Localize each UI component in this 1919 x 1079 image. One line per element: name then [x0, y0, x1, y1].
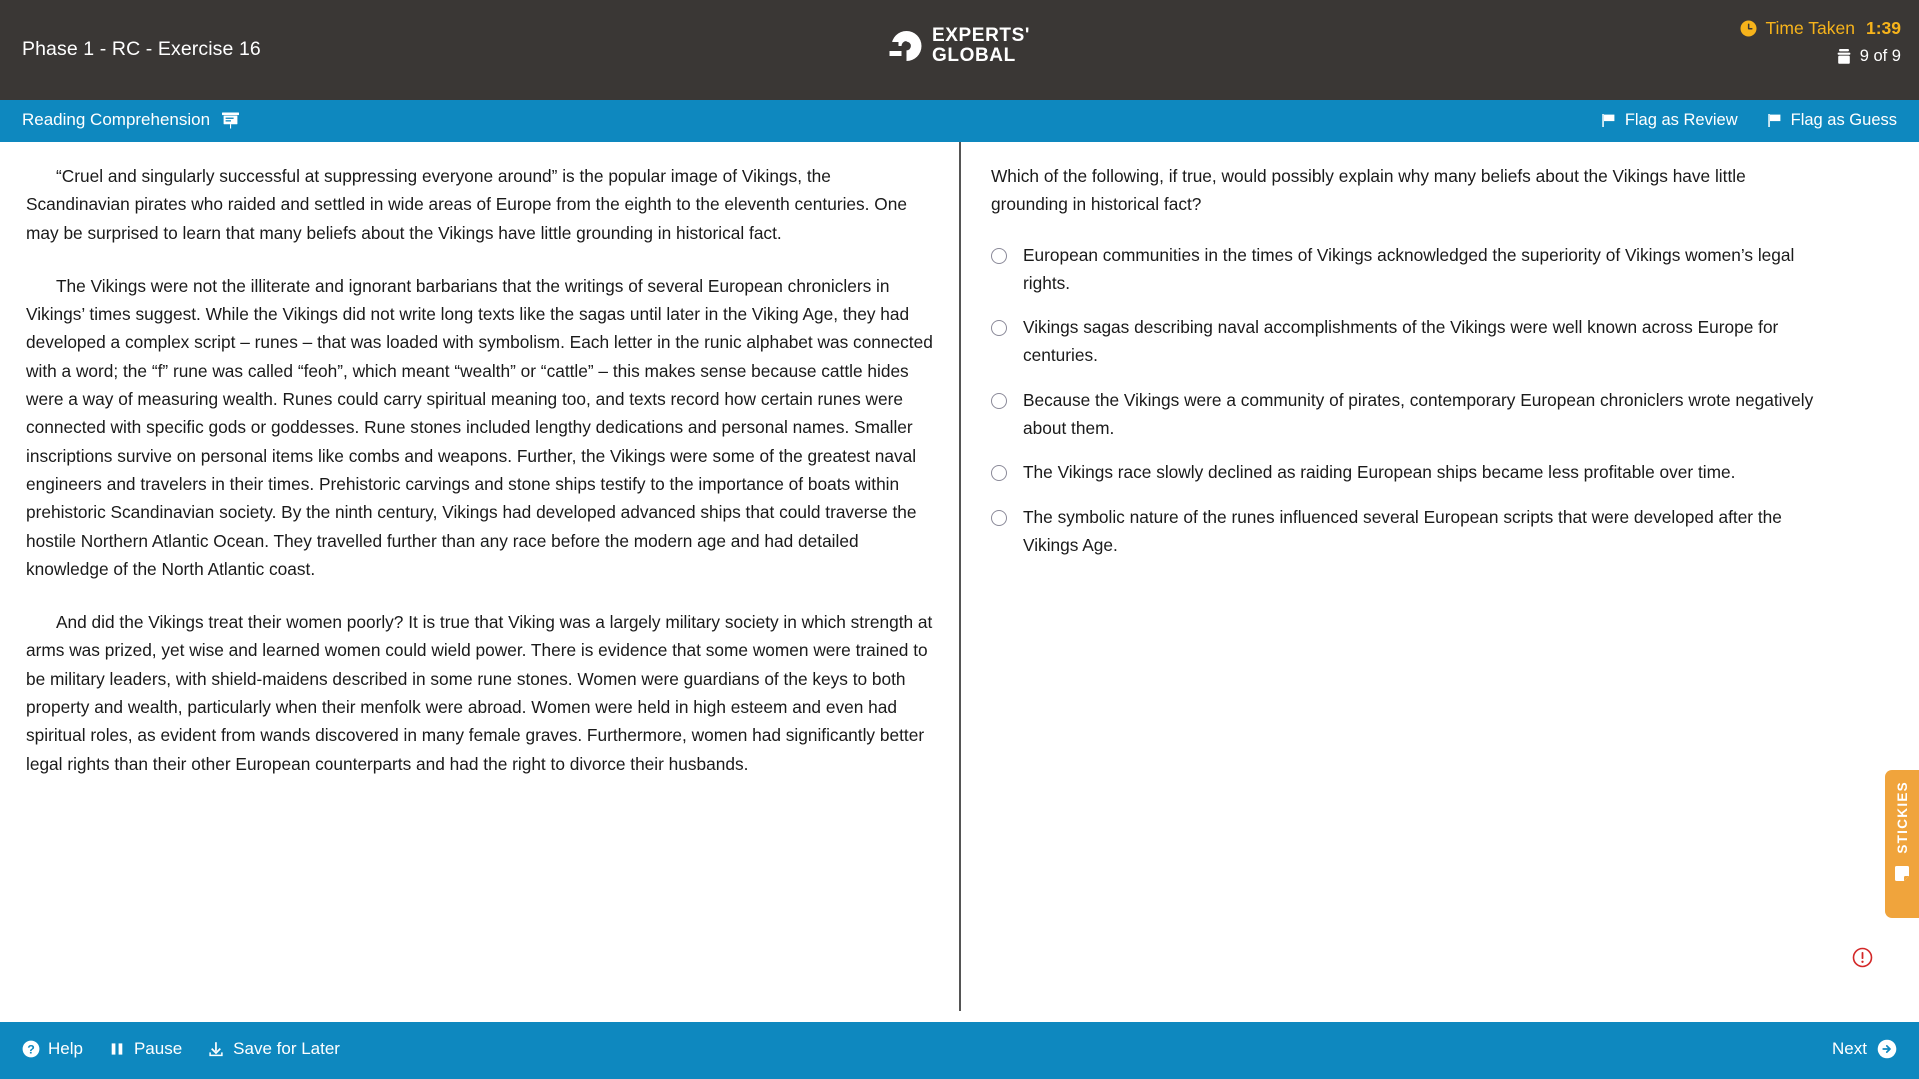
- question-counter: [1740, 47, 1901, 66]
- svg-text:?: ?: [27, 1042, 35, 1057]
- main-content: [0, 142, 1919, 1022]
- brand-wordmark: [932, 26, 1030, 66]
- paper-stack-icon: [1836, 48, 1852, 65]
- answer-option[interactable]: [991, 458, 1859, 486]
- question-prompt: Which of the following, if true, would possibly explain why many beliefs about the Vikings have little grounding in historical fact?: [991, 166, 1746, 215]
- answer-option-label: Because the Vikings were a community of pirates, contemporary European chroniclers wrote negatively about them.: [1023, 389, 1814, 439]
- timer-and-count: [1740, 18, 1901, 66]
- flag-icon: [1601, 113, 1616, 128]
- question-panel: [961, 142, 1919, 1022]
- clock-icon: [1740, 20, 1757, 37]
- flag-as-review-label: Flag as Review: [1624, 111, 1738, 129]
- passage-panel: [0, 142, 959, 1022]
- answer-option-label: The Vikings race slowly declined as raiding European ships became less profitable over time.: [1023, 462, 1736, 483]
- pause-label: Pause: [133, 1039, 183, 1058]
- radio-button[interactable]: [991, 510, 1007, 526]
- section-type-label: [22, 110, 240, 130]
- pause-icon: [108, 1040, 126, 1058]
- answer-option-label: Vikings sagas describing naval accomplishments of the Vikings were well known across Europe for centuries.: [1023, 317, 1779, 366]
- radio-button[interactable]: [991, 465, 1007, 481]
- passage-paragraph: The Vikings were not the illiterate and ignorant barbarians that the writings of several European chroniclers in Vikings’ times suggest. While the Vikings did not write long texts like the sagas until later in the Viking Age, they had developed a complex script – runes – that was loaded with symbolism. Each letter in the runic alphabet was connected with a word; the “f” rune was called “feoh”, which meant “wealth” or “cattle” – this makes sense because cattle hides were a way of measuring wealth. Runes could carry spiritual meaning too, and texts record how certain runes were connected with specific gods or goddesses. Rune stones included lengthy dedications and personal names. Smaller inscriptions survive on personal items like combs and weapons. Further, the Vikings were some of the greatest naval engineers and travelers in their times. Prehistoric carvings and stone ships testify to the importance of boats within prehistoric Scandinavian society. By the ninth century, Vikings had developed advanced ships that could traverse the hostile Northern Atlantic Ocean. They travelled further than any race before the modern age and had detailed knowledge of the North Atlantic coast.: [26, 275, 933, 579]
- top-header-bar: [0, 0, 1919, 100]
- pause-button[interactable]: [108, 1039, 182, 1059]
- presentation-board-icon: [221, 111, 240, 130]
- answer-option[interactable]: [991, 241, 1859, 298]
- save-for-later-label: Save for Later: [233, 1039, 340, 1058]
- help-question-icon: [22, 1040, 40, 1058]
- download-save-icon: [207, 1040, 225, 1058]
- help-label: Help: [48, 1039, 83, 1058]
- answer-option[interactable]: [991, 313, 1859, 370]
- flag-icon: [1767, 113, 1782, 128]
- stickies-tab[interactable]: [1885, 770, 1919, 918]
- section-bar: [0, 100, 1919, 142]
- section-name: Reading Comprehension: [22, 110, 211, 129]
- brand-line-1: EXPERTS': [931, 25, 1031, 46]
- answer-option-label: The symbolic nature of the runes influenced several European scripts that were developed after the Vikings Age.: [1023, 506, 1782, 555]
- time-taken: [1740, 18, 1901, 39]
- report-issue-icon[interactable]: [1852, 947, 1873, 968]
- brand-line-2: GLOBAL: [931, 44, 1016, 66]
- flag-as-review-button[interactable]: [1601, 111, 1738, 130]
- save-for-later-button[interactable]: [207, 1039, 340, 1059]
- question-counter-value: 9 of 9: [1859, 47, 1901, 65]
- radio-button[interactable]: [991, 393, 1007, 409]
- flag-as-guess-button[interactable]: [1767, 111, 1897, 130]
- answer-option[interactable]: [991, 386, 1859, 443]
- radio-button[interactable]: [991, 320, 1007, 336]
- flag-as-guess-label: Flag as Guess: [1790, 111, 1897, 129]
- flag-actions: [1601, 111, 1897, 130]
- exercise-title: Phase 1 - RC - Exercise 16: [22, 38, 261, 60]
- stickies-label: STICKIES: [1894, 781, 1910, 854]
- radio-button[interactable]: [991, 248, 1007, 264]
- arrow-right-circle-icon: [1877, 1039, 1897, 1059]
- brand-logo: [889, 26, 1030, 66]
- passage-paragraph: “Cruel and singularly successful at suppressing everyone around” is the popular image of Vikings, the Scandinavian pirates who raided and settled in wide areas of Europe from the eighth to the eleventh centuries. One may be surprised to learn that many beliefs about the Vikings have little grounding in historical fact.: [26, 166, 907, 243]
- passage-paragraph: And did the Vikings treat their women poorly? It is true that Viking was a largely military society in which strength at arms was prized, yet wise and learned women could wield power. There is evidence that some women were trained to be military leaders, with shield-maidens described in some rune stones. Women were guardians of the keys to both property and wealth, particularly when their menfolk were abroad. Women were held in high esteem and even had spiritual roles, as evident from wands discovered in many female graves. Furthermore, women had significantly better legal rights than their other European counterparts and had the right to divorce their husbands.: [26, 612, 933, 774]
- answer-options: [991, 241, 1859, 560]
- answer-option[interactable]: [991, 503, 1859, 560]
- next-button[interactable]: [1832, 1039, 1897, 1059]
- answer-option-label: European communities in the times of Vikings acknowledged the superiority of Vikings women’s legal rights.: [1023, 244, 1795, 293]
- footer-bar: [0, 1022, 1919, 1079]
- footer-actions: [22, 1039, 340, 1059]
- sticky-note-icon: [1893, 865, 1911, 883]
- experts-global-logo-icon: [889, 29, 923, 63]
- next-label: Next: [1832, 1039, 1867, 1058]
- time-taken-label: Time Taken: [1765, 18, 1855, 38]
- help-button[interactable]: [22, 1039, 83, 1059]
- time-taken-value: 1:39: [1865, 18, 1901, 38]
